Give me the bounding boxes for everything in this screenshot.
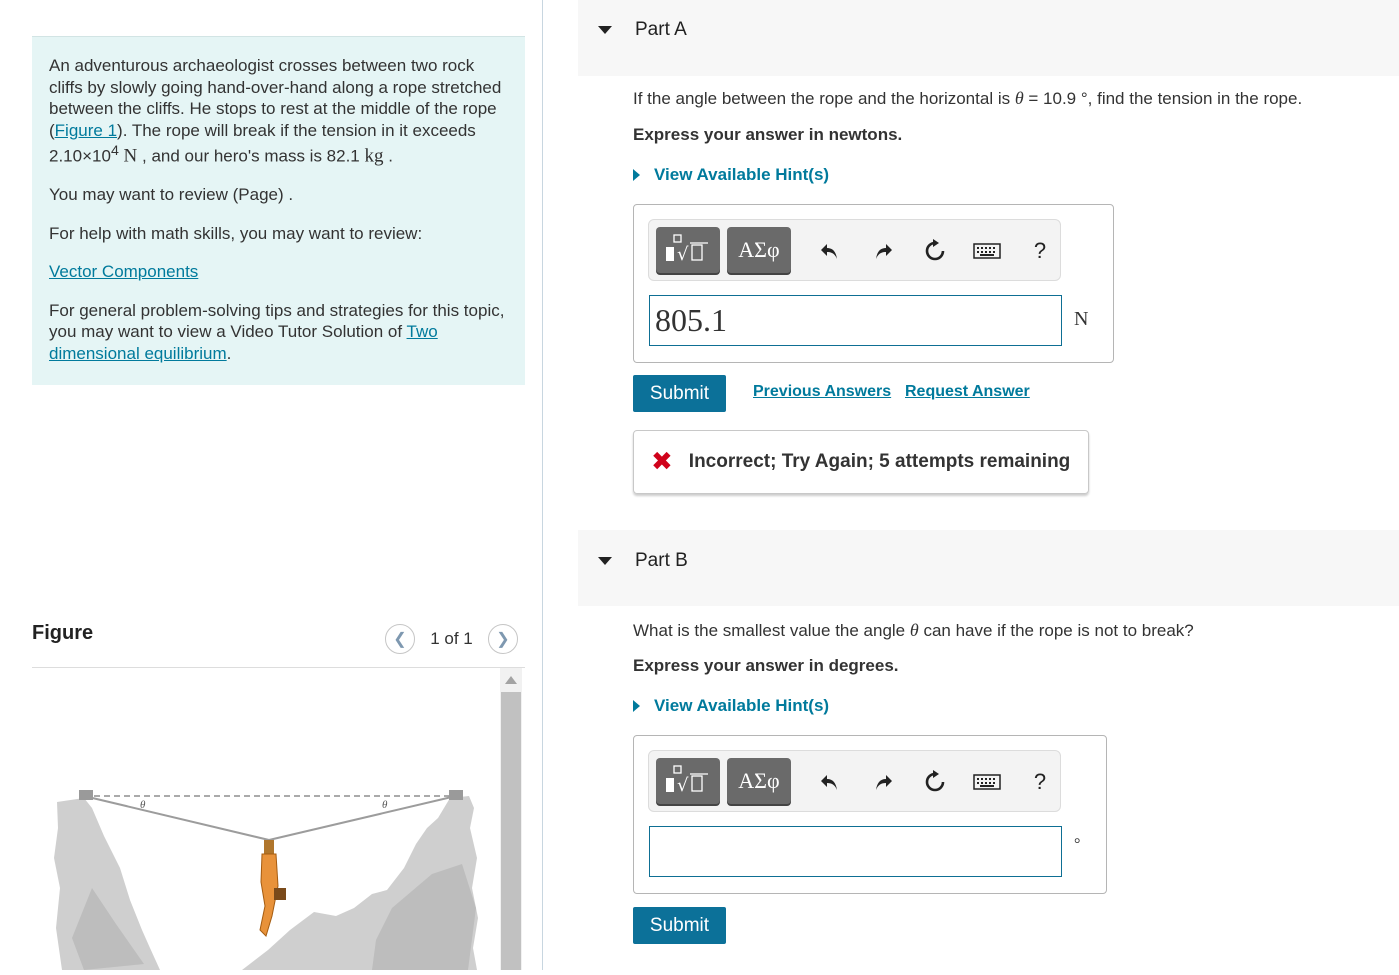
part-b-unit: ° [1074, 836, 1081, 853]
math-help-text: For help with math skills, you may want to review: [49, 223, 423, 243]
part-b-title: Part B [635, 550, 688, 571]
figure-link[interactable]: Figure 1 [54, 120, 118, 140]
redo-icon[interactable] [869, 237, 897, 265]
greek-symbols-button[interactable]: ΑΣφ [727, 758, 791, 804]
scrollbar-thumb[interactable] [501, 692, 521, 970]
part-a-instruction: Express your answer in newtons. [633, 125, 903, 144]
next-figure-button[interactable] [488, 624, 518, 654]
left-panel [0, 0, 542, 970]
figure-counter: 1 of 1 [430, 629, 473, 648]
chevron-left-icon: ❮ [393, 631, 407, 648]
reset-icon[interactable] [921, 237, 949, 265]
tips-text: For general problem-solving tips and strategies for this topic, you may want to view a Video Tutor Solution of Two dimensional equilibrium. [49, 300, 505, 363]
math-toolbar [648, 219, 1061, 281]
archaeologist-figure [260, 840, 286, 936]
figure-pager [385, 624, 518, 654]
reset-icon[interactable] [921, 768, 949, 796]
svg-text:√: √ [677, 775, 689, 796]
expand-triangle-icon [633, 169, 640, 181]
cliff-rope-illustration [32, 668, 500, 970]
help-icon[interactable]: ? [1033, 238, 1047, 263]
two-dim-equilibrium-link[interactable]: Two dimensional equilibrium [49, 322, 438, 363]
problem-statement: An adventurous archaeologist crosses between two rock cliffs by slowly going hand-over-hand along a rope stretched between the cliffs. He stops to rest at the middle of the rope (Figure 1). The rope will break if the tension in it exceeds $2.10\times 10^4$ N , and our hero's mass is 82.1 kg . [49, 56, 502, 167]
svg-text:√: √ [677, 244, 689, 265]
help-icon[interactable]: ? [1033, 769, 1047, 794]
vector-components-link[interactable]: Vector Components [49, 262, 199, 282]
chevron-right-icon: ❯ [496, 631, 510, 648]
review-text: You may want to review (Page) . [49, 185, 294, 205]
incorrect-x-icon: ✖ [651, 447, 673, 477]
collapse-caret-icon[interactable] [598, 26, 612, 34]
part-b-answer-input[interactable] [649, 826, 1062, 877]
request-answer-link[interactable]: Request Answer [905, 383, 1030, 400]
part-a-question: If the angle between the rope and the horizontal is θ = 10.9 °, find the tension in the rope. [633, 88, 1303, 108]
templates-icon [662, 233, 714, 267]
keyboard-icon[interactable] [973, 237, 1001, 265]
undo-icon[interactable] [816, 768, 844, 796]
part-b-submit-button[interactable]: Submit [633, 907, 726, 944]
figure-scrollbar[interactable] [500, 668, 522, 970]
part-a-answer-box [633, 204, 1114, 363]
part-a-feedback: ✖ Incorrect; Try Again; 5 attempts remaining [633, 430, 1089, 494]
figure-title: Figure [32, 622, 94, 644]
math-toolbar [648, 750, 1061, 812]
part-a-header[interactable] [578, 0, 1399, 76]
part-a-unit: N [1074, 308, 1089, 330]
templates-button[interactable] [656, 227, 720, 273]
part-b-answer-box [633, 735, 1107, 894]
part-a-hint-toggle[interactable]: View Available Hint(s) [633, 165, 829, 185]
panel-divider [542, 0, 543, 970]
part-a-title: Part A [635, 19, 687, 40]
templates-icon [662, 764, 714, 798]
expand-triangle-icon [633, 700, 640, 712]
problem-intro [32, 36, 525, 385]
part-b-header[interactable] [578, 530, 1399, 606]
redo-icon[interactable] [869, 768, 897, 796]
part-b-instruction: Express your answer in degrees. [633, 656, 899, 675]
part-a-answer-input[interactable]: 805.1 [649, 295, 1062, 346]
keyboard-icon[interactable] [973, 768, 1001, 796]
prev-figure-button[interactable] [385, 624, 415, 654]
theta-right-label: θ [382, 799, 388, 811]
figure-image [32, 668, 500, 970]
part-a-submit-button[interactable]: Submit [633, 375, 726, 412]
scroll-up-icon[interactable] [505, 676, 517, 684]
collapse-caret-icon[interactable] [598, 557, 612, 565]
greek-symbols-button[interactable]: ΑΣφ [727, 227, 791, 273]
part-b-hint-toggle[interactable]: View Available Hint(s) [633, 696, 829, 716]
part-b-question: What is the smallest value the angle θ can have if the rope is not to break? [633, 620, 1194, 640]
templates-button[interactable] [656, 758, 720, 804]
undo-icon[interactable] [816, 237, 844, 265]
theta-left-label: θ [140, 799, 146, 811]
previous-answers-link[interactable]: Previous Answers [753, 383, 892, 400]
